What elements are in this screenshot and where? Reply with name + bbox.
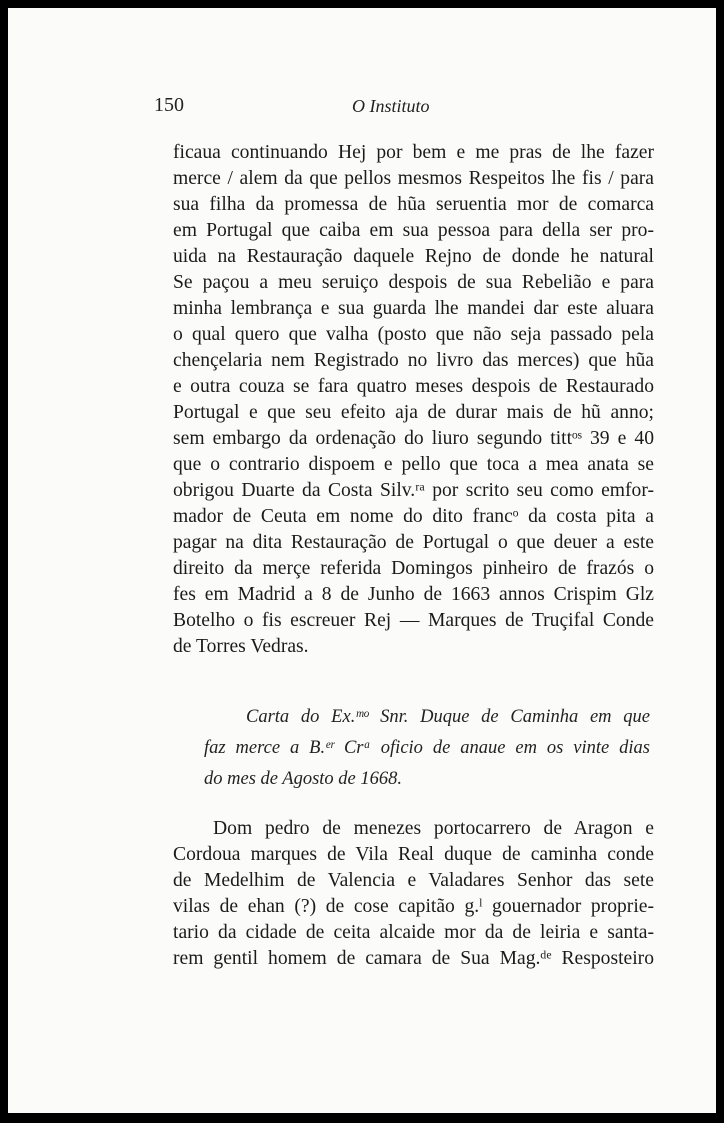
paragraph-continued	[173, 140, 654, 660]
text-line: minha lembrança e sua guarda lhe mandei dar este aluara	[173, 298, 654, 319]
text-line: rem gentil homem de camara de Sua Mag.ᵈᵉ Resposteiro	[173, 948, 654, 969]
text-line: de Medelhim de Valencia e Valadares Senhor das sete	[173, 870, 654, 891]
text-line: fes em Madrid a 8 de Junho de 1663 annos Crispim Glz	[173, 584, 654, 605]
text-line: chençelaria nem Registrado no livro das merces) que hũa	[173, 350, 654, 371]
text-line: Botelho o fis escreuer Rej — Marques de Truçifal Conde	[173, 610, 654, 631]
text-line: Se paçou a meu seruiço despois de sua Rebelião e para	[173, 272, 654, 293]
title-line: faz merce a B.ᵉʳ Crᵃ oficio de anaue em os vinte dias	[204, 738, 650, 758]
text-line: direito da merçe referida Domingos pinheiro de frazós o	[173, 558, 654, 579]
document-title	[204, 702, 650, 795]
title-line: do mes de Agosto de 1668.	[204, 769, 402, 789]
text-line: tario da cidade de ceita alcaide mor da de leiria e santa-	[173, 922, 654, 943]
text-line: sua filha da promessa de hũa seruentia mor de comarca	[173, 194, 654, 215]
text-line: ficaua continuando Hej por bem e me pras de lhe fazer	[173, 142, 654, 163]
page-number: 150	[154, 94, 184, 116]
text-line: Dom pedro de menezes portocarrero de Aragon e	[213, 818, 654, 839]
journal-title: O Instituto	[352, 96, 430, 116]
text-line: e outra couza se fara quatro meses despois de Restaurado	[173, 376, 654, 397]
running-head	[8, 94, 716, 124]
text-line: mador de Ceuta em nome do dito francᵒ da costa pita a	[173, 506, 654, 527]
text-line: que o contrario dispoem e pello que toca a mea anata se	[173, 454, 654, 475]
text-line: uida na Restauração daquele Rejno de donde he natural	[173, 246, 654, 267]
paragraph-new	[173, 816, 654, 972]
text-line: de Torres Vedras.	[173, 636, 309, 657]
book-page	[8, 8, 716, 1113]
text-line: pagar na dita Restauração de Portugal o que deuer a este	[173, 532, 654, 553]
text-line: merce / alem da que pellos mesmos Respeitos lhe fis / para	[173, 168, 654, 189]
text-line: obrigou Duarte da Costa Silv.ʳᵃ por scrito seu como emfor-	[173, 480, 654, 501]
text-line: vilas de ehan (?) de cose capitão g.ˡ gouernador proprie-	[173, 896, 654, 917]
text-line: Cordoua marques de Vila Real duque de caminha conde	[173, 844, 654, 865]
text-line: Portugal e que seu efeito aja de durar mais de hũ anno;	[173, 402, 654, 423]
text-line: em Portugal que caiba em sua pessoa para della ser pro-	[173, 220, 654, 241]
title-line: Carta do Ex.ᵐᵒ Snr. Duque de Caminha em que	[246, 707, 650, 727]
text-line: o qual quero que valha (posto que não seja passado pela	[173, 324, 654, 345]
text-line: sem embargo da ordenação do liuro segundo tittᵒˢ 39 e 40	[173, 428, 654, 449]
